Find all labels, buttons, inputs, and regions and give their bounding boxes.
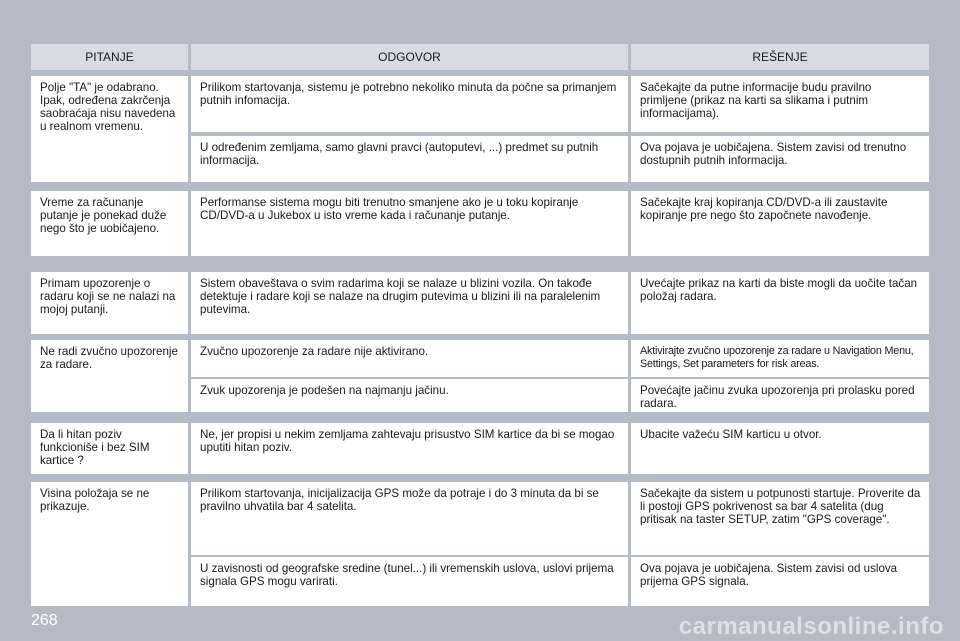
page-number: 268: [31, 612, 58, 629]
question-cell: Primam upozorenje o radaru koji se ne nalazi na mojoj putanji.: [31, 272, 188, 334]
question-cell: Polje "TA" je odabrano. Ipak, određena zakrčenja saobraćaja nisu navedena u realnom vremenu.: [31, 76, 188, 182]
response-cell: U određenim zemljama, samo glavni pravci (autoputevi, ...) predmet su putnih informacija.: [191, 136, 628, 182]
question-cell: Vreme za računanje putanje je ponekad duže nego što je uobičajeno.: [31, 191, 188, 256]
solution-cell: Sačekajte da sistem u potpunosti startuje. Proverite da li postoji GPS pokrivenost sa bar 4 satelita (dug pritisak na taster SETUP, zatim "GPS coverage".: [631, 482, 929, 555]
solution-cell: Ubacite važeću SIM karticu u otvor.: [631, 423, 929, 474]
response-cell: Performanse sistema mogu biti trenutno smanjene ako je u toku kopiranje CD/DVD-a u Jukebox u isto vreme kada i računanje putanje.: [191, 191, 628, 256]
watermark: carmanualsonline.info: [678, 613, 944, 640]
response-cell: Ne, jer propisi u nekim zemljama zahtevaju prisustvo SIM kartice da bi se mogao uputiti hitan poziv.: [191, 423, 628, 474]
response-cell: Zvuk upozorenja je podešen na najmanju jačinu.: [191, 379, 628, 412]
header-resenje: REŠENJE: [631, 44, 929, 70]
response-cell: Sistem obaveštava o svim radarima koji se nalaze u blizini vozila. On takođe detektuje i radare koji se nalaze na drugim putevima u blizini ili na paralelenim putevima.: [191, 272, 628, 334]
solution-cell: Aktivirajte zvučno upozorenje za radare u Navigation Menu, Settings, Set parameters for risk areas.: [631, 340, 929, 377]
solution-cell: Sačekajte da putne informacije budu pravilno primljene (prikaz na karti sa slikama i putnim informacijama).: [631, 76, 929, 132]
question-cell: Ne radi zvučno upozorenje za radare.: [31, 340, 188, 412]
response-cell: Prilikom startovanja, inicijalizacija GPS može da potraje i do 3 minuta da bi se pravilno uhvatila bar 4 satelita.: [191, 482, 628, 555]
solution-cell: Ova pojava je uobičajena. Sistem zavisi od uslova prijema GPS signala.: [631, 557, 929, 606]
solution-cell: Ova pojava je uobičajena. Sistem zavisi od trenutno dostupnih putnih informacija.: [631, 136, 929, 182]
solution-cell: Sačekajte kraj kopiranja CD/DVD-a ili zaustavite kopiranje pre nego što započnete navođenje.: [631, 191, 929, 256]
response-cell: Zvučno upozorenje za radare nije aktivirano.: [191, 340, 628, 377]
solution-cell: Uvećajte prikaz na karti da biste mogli da uočite tačan položaj radara.: [631, 272, 929, 334]
question-cell: Visina položaja se ne prikazuje.: [31, 482, 188, 606]
header-pitanje: PITANJE: [31, 44, 188, 70]
response-cell: U zavisnosti od geografske sredine (tunel...) ili vremenskih uslova, uslovi prijema signala GPS mogu varirati.: [191, 557, 628, 606]
header-odgovor: ODGOVOR: [191, 44, 628, 70]
response-cell: Prilikom startovanja, sistemu je potrebno nekoliko minuta da počne sa primanjem putnih infomacija.: [191, 76, 628, 132]
question-cell: Da li hitan poziv funkcioniše i bez SIM kartice ?: [31, 423, 188, 474]
solution-cell: Povećajte jačinu zvuka upozorenja pri prolasku pored radara.: [631, 379, 929, 412]
